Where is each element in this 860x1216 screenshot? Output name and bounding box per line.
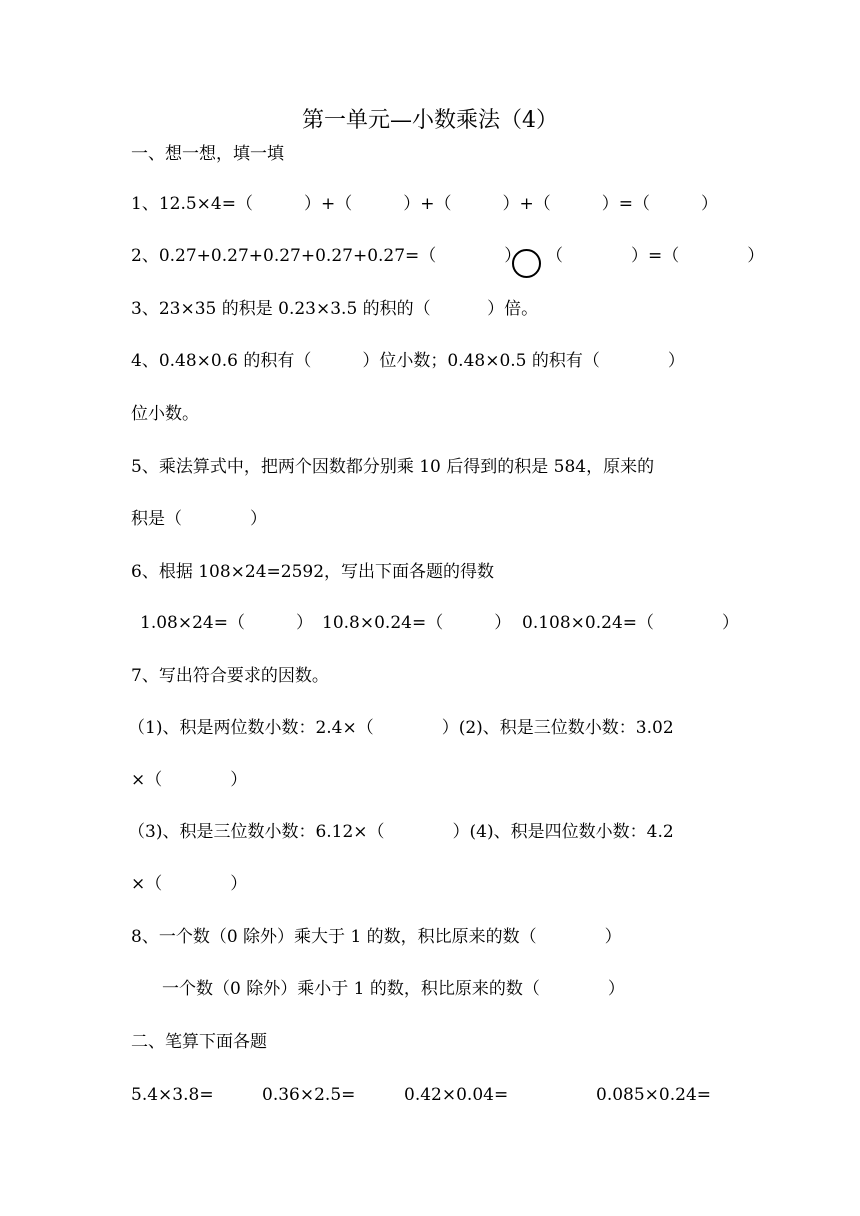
page-title: 第一单元—小数乘法（4） [302,108,558,133]
question-7-part-4-continued: ×（ ） [131,874,248,894]
question-3: 3、23×35 的积是 0.23×3.5 的积的（ ）倍。 [131,299,539,319]
question-2: 2、0.27+0.27+0.27+0.27+0.27=（ ） [131,246,522,266]
section-heading-fill-in: 一、想一想，填一填 [131,144,284,164]
question-6-part-b: 10.8×0.24=（ ） [322,613,512,633]
question-2-result: （ ）=（ ） [546,246,765,266]
question-4-continued: 位小数。 [131,404,199,424]
question-6-part-a: 1.08×24=（ ） [140,613,313,633]
question-7-parts-1-2: （1)、积是两位数小数：2.4×（ ）(2)、积是三位数小数：3.02 [128,718,674,738]
question-5: 5、乘法算式中，把两个因数都分别乘 10 后得到的积是 584，原来的 [131,457,655,477]
question-6-part-c: 0.108×0.24=（ ） [522,613,740,633]
question-5-continued: 积是（ ） [131,509,267,529]
calc-problem-1: 5.4×3.8= [131,1085,214,1105]
question-8: 8、一个数（0 除外）乘大于 1 的数，积比原来的数（ ） [131,927,622,947]
question-8-continued: 一个数（0 除外）乘小于 1 的数，积比原来的数（ ） [162,979,625,999]
question-4: 4、0.48×0.6 的积有（ ）位小数；0.48×0.5 的积有（ ） [131,351,685,371]
question-7-parts-3-4: （3)、积是三位数小数：6.12×（ ）(4)、积是四位数小数：4.2 [128,822,674,842]
question-7-part-2-continued: ×（ ） [131,770,248,790]
question-7: 7、写出符合要求的因数。 [131,666,329,686]
calc-problem-4: 0.085×0.24= [596,1085,712,1105]
section-heading-written-calc: 二、笔算下面各题 [131,1032,267,1052]
calc-problem-2: 0.36×2.5= [262,1085,356,1105]
circle-symbol-blank [512,249,541,278]
calc-problem-3: 0.42×0.04= [404,1085,509,1105]
question-1: 1、12.5×4=（ ）+（ ）+（ ）+（ ）=（ ） [131,194,718,214]
question-6: 6、根据 108×24=2592，写出下面各题的得数 [131,562,495,582]
